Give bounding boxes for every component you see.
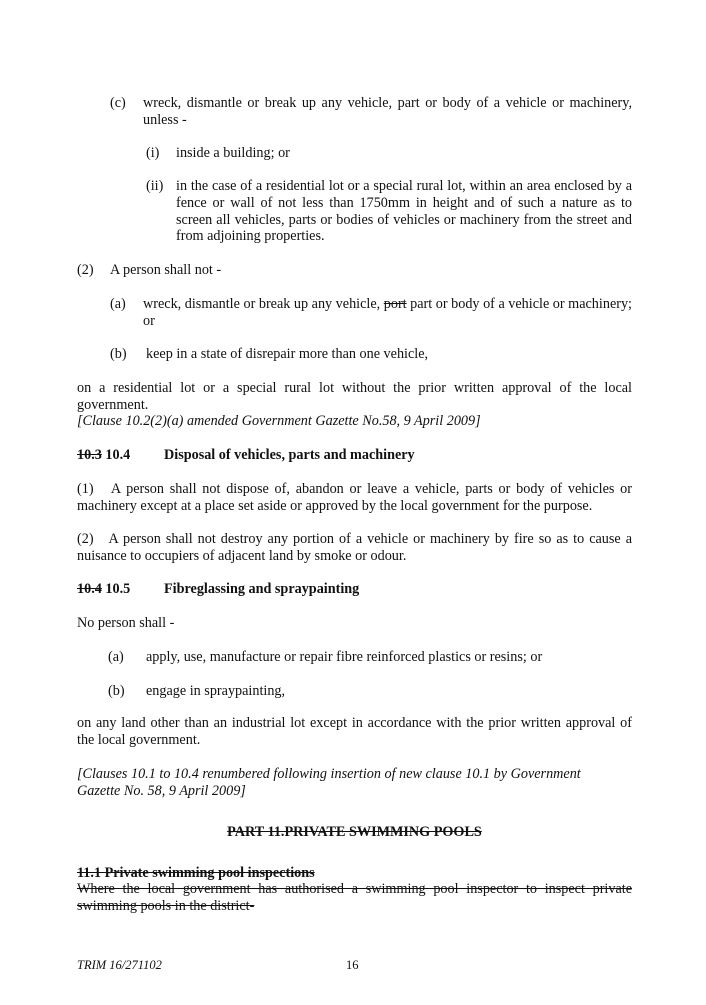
- section-10-5-new-number: 10.5: [105, 581, 131, 597]
- section-10-4-title: Disposal of vehicles, parts and machinery: [164, 447, 415, 463]
- section-10-5-b-label: (b): [108, 683, 125, 699]
- page-number: 16: [346, 958, 359, 972]
- sub2-a-text-after: part or body of a vehicle or machinery; or: [143, 296, 632, 329]
- part-11-heading: PART 11.PRIVATE SWIMMING POOLS: [227, 824, 482, 840]
- section-10-5-heading: [77, 581, 130, 598]
- sub2-text: A person shall not -: [110, 262, 222, 278]
- clause-c-i-label: (i): [146, 145, 160, 161]
- sub2-a-struck-word: port: [383, 296, 407, 312]
- section-10-4-para1: (1) A person shall not dispose of, abandon or leave a vehicle, parts or body of vehicles or machinery except at a place set aside or approved by the local government for the purpose.: [77, 481, 632, 514]
- sub2-a-text-before: wreck, dismantle or break up any vehicle,: [143, 296, 384, 312]
- sub2-a-text: [143, 296, 632, 330]
- section-10-5-renumber-note: [Clauses 10.1 to 10.4 renumbered following insertion of new clause 10.1 by Government Gazette No. 58, 9 April 2009]: [77, 766, 581, 799]
- sub2-a-label: (a): [110, 296, 126, 312]
- section-10-4-heading: [77, 447, 130, 464]
- clause-c-ii-label: (ii): [146, 178, 164, 194]
- clause-11-1-heading: 11.1 Private swimming pool inspections: [77, 865, 315, 881]
- section-10-5-closing: on any land other than an industrial lot except in accordance with the prior written approval of the local government.: [77, 715, 632, 748]
- section-10-4-old-number: 10.3: [77, 447, 102, 463]
- section-10-5-a-text: apply, use, manufacture or repair fibre reinforced plastics or resins; or: [146, 649, 543, 665]
- section-10-5-b-text: engage in spraypainting,: [146, 683, 286, 699]
- sub2-closing: on a residential lot or a special rural lot without the prior written approval of the local government.: [77, 380, 632, 413]
- sub2-b-text: keep in a state of disrepair more than one vehicle,: [146, 346, 429, 362]
- clause-c-label: (c): [110, 95, 126, 111]
- section-10-5-old-number: 10.4: [77, 581, 102, 597]
- footer-trim-reference: TRIM 16/271102: [77, 958, 162, 972]
- sub2-amend-note: [Clause 10.2(2)(a) amended Government Gazette No.58, 9 April 2009]: [77, 413, 481, 429]
- section-10-5-title: Fibreglassing and spraypainting: [164, 581, 360, 597]
- clause-c-text: wreck, dismantle or break up any vehicle, part or body of a vehicle or machinery, unless -: [143, 95, 632, 128]
- sub2-label: (2): [77, 262, 94, 278]
- section-10-5-intro: No person shall -: [77, 615, 175, 631]
- clause-c-ii-text: in the case of a residential lot or a special rural lot, within an area enclosed by a fence or wall of not less than 1750mm in height and of such a nature as to screen all vehicles, parts or bodies of vehicles or machinery from the street and from adjoining properties.: [176, 178, 632, 245]
- clause-11-1-text: Where the local government has authorised a swimming pool inspector to inspect private swimming pools in the district-: [77, 881, 632, 914]
- section-10-4-para2: (2) A person shall not destroy any portion of a vehicle or machinery by fire so as to cause a nuisance to occupiers of adjacent land by smoke or odour.: [77, 531, 632, 564]
- clause-c-i-text: inside a building; or: [176, 145, 290, 161]
- section-10-4-new-number: 10.4: [105, 447, 131, 463]
- section-10-5-a-label: (a): [108, 649, 124, 665]
- sub2-b-label: (b): [110, 346, 127, 362]
